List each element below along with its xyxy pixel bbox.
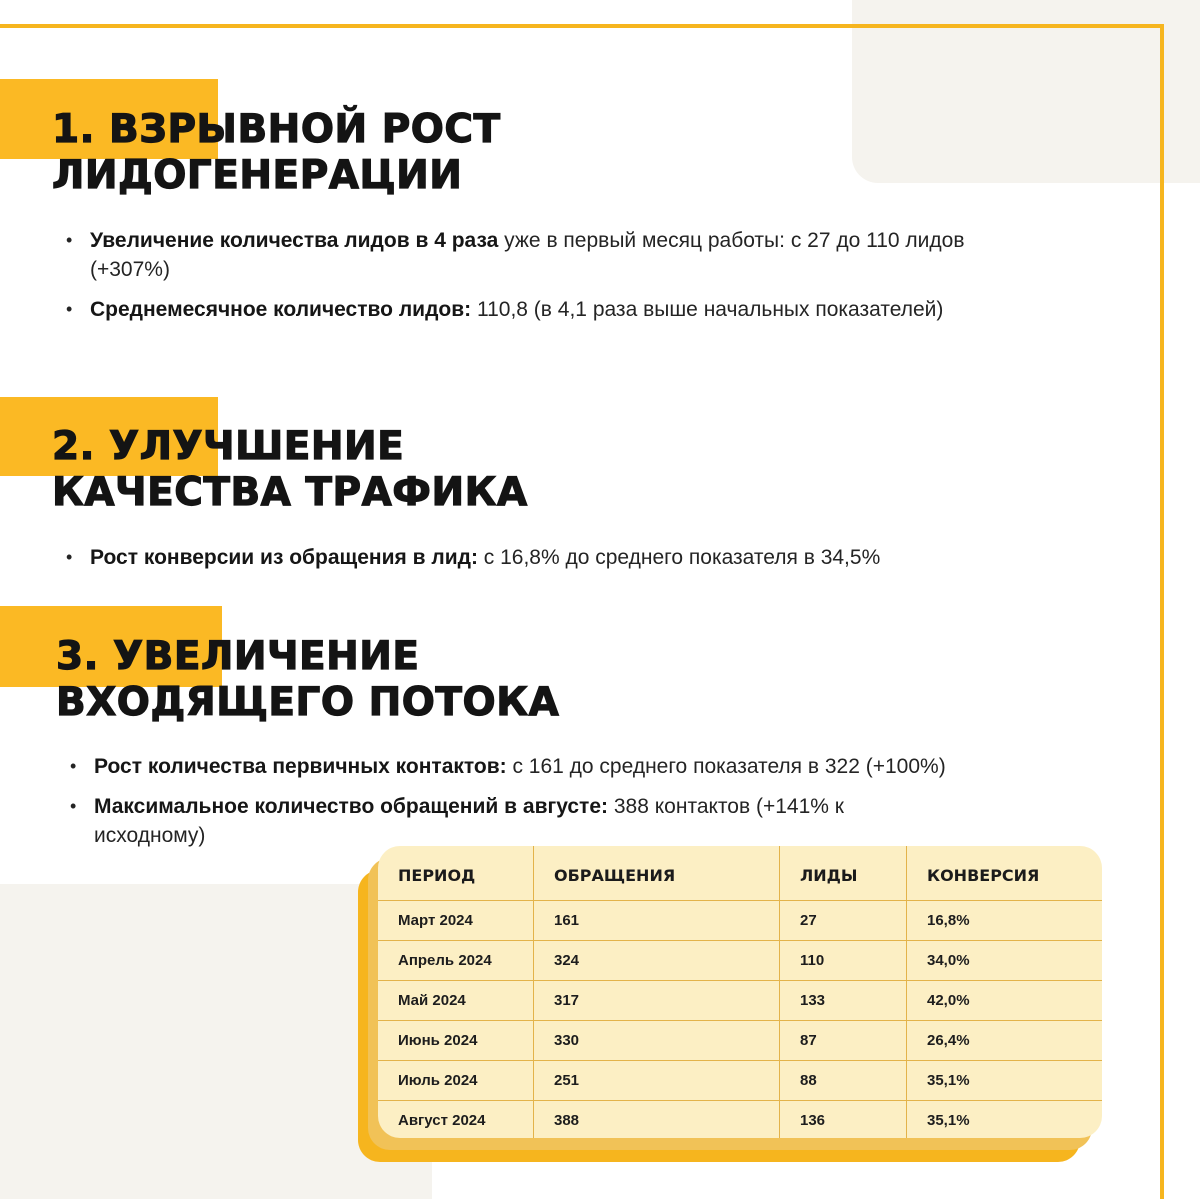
cell-conversion: 42,0% xyxy=(907,981,1103,1021)
cell-requests: 388 xyxy=(534,1101,780,1139)
section-2-heading xyxy=(52,424,528,516)
section-1-bullets xyxy=(66,226,996,335)
heading-line: ЛИДОГЕНЕРАЦИИ xyxy=(52,153,463,198)
bullet-text: 110,8 (в 4,1 раза выше начальных показателей) xyxy=(471,298,944,321)
bullet-bold: Максимальное количество обращений в августе: xyxy=(94,795,609,818)
column-header-conversion: КОНВЕРСИЯ xyxy=(907,846,1103,901)
cell-conversion: 26,4% xyxy=(907,1021,1103,1061)
stats-table xyxy=(378,846,1102,1138)
table-row xyxy=(378,1021,1102,1061)
section-1-heading xyxy=(52,107,501,199)
bullet-text: с 161 до среднего показателя в 322 (+100%) xyxy=(506,755,946,778)
section-2-bullets xyxy=(66,543,1106,583)
heading-line: 3. УВЕЛИЧЕНИЕ xyxy=(56,634,420,679)
bullet-item xyxy=(66,226,996,284)
table-header-row xyxy=(378,846,1102,901)
table-row xyxy=(378,981,1102,1021)
bullet-text: 388 контактов (+141% к исходному) xyxy=(94,795,844,847)
bullet-text: уже в первый месяц работы: с 27 до 110 лидов (+307%) xyxy=(90,229,965,281)
frame-line-right xyxy=(1160,24,1164,1199)
cell-conversion: 16,8% xyxy=(907,901,1103,941)
cell-conversion: 34,0% xyxy=(907,941,1103,981)
cell-leads: 133 xyxy=(780,981,907,1021)
cell-requests: 161 xyxy=(534,901,780,941)
table-row xyxy=(378,941,1102,981)
bullet-item xyxy=(66,295,996,324)
section-3-heading xyxy=(56,634,559,726)
table-row xyxy=(378,1061,1102,1101)
frame-line-top xyxy=(0,24,1164,28)
cell-leads: 27 xyxy=(780,901,907,941)
column-header-leads: ЛИДЫ xyxy=(780,846,907,901)
cell-leads: 88 xyxy=(780,1061,907,1101)
stats-table-card xyxy=(358,846,1102,1162)
cell-period: Март 2024 xyxy=(378,901,534,941)
cell-leads: 87 xyxy=(780,1021,907,1061)
cell-period: Июль 2024 xyxy=(378,1061,534,1101)
cell-leads: 110 xyxy=(780,941,907,981)
table-row xyxy=(378,901,1102,941)
column-header-period: ПЕРИОД xyxy=(378,846,534,901)
column-header-requests: ОБРАЩЕНИЯ xyxy=(534,846,780,901)
cell-period: Август 2024 xyxy=(378,1101,534,1139)
bullet-item xyxy=(70,752,1150,781)
bullet-text: с 16,8% до среднего показателя в 34,5% xyxy=(477,546,881,569)
heading-line: 2. УЛУЧШЕНИЕ xyxy=(52,424,405,469)
bullet-item xyxy=(66,543,1106,572)
table-row xyxy=(378,1101,1102,1139)
bullet-item xyxy=(70,792,944,850)
heading-line: ВХОДЯЩЕГО ПОТОКА xyxy=(56,680,560,725)
cell-leads: 136 xyxy=(780,1101,907,1139)
cell-conversion: 35,1% xyxy=(927,1112,970,1129)
bullet-bold: Среднемесячное количество лидов: xyxy=(90,298,472,321)
cell-requests: 317 xyxy=(534,981,780,1021)
heading-line: 1. ВЗРЫВНОЙ РОСТ xyxy=(52,107,501,152)
bullet-bold: Рост конверсии из обращения в лид: xyxy=(90,546,478,569)
cell-period: Апрель 2024 xyxy=(378,941,534,981)
cell-conversion: 35,1% xyxy=(907,1061,1103,1101)
table-front-layer xyxy=(378,846,1102,1138)
cell-period: Июнь 2024 xyxy=(378,1021,534,1061)
bullet-bold: Рост количества первичных контактов: xyxy=(94,755,507,778)
bullet-bold: Увеличение количества лидов в 4 раза xyxy=(90,229,499,252)
cell-requests: 330 xyxy=(534,1021,780,1061)
cell-requests: 324 xyxy=(534,941,780,981)
cell-period: Май 2024 xyxy=(378,981,534,1021)
section-3-bullets xyxy=(70,752,1150,861)
cell-requests: 251 xyxy=(534,1061,780,1101)
heading-line: КАЧЕСТВА ТРАФИКА xyxy=(52,470,528,515)
